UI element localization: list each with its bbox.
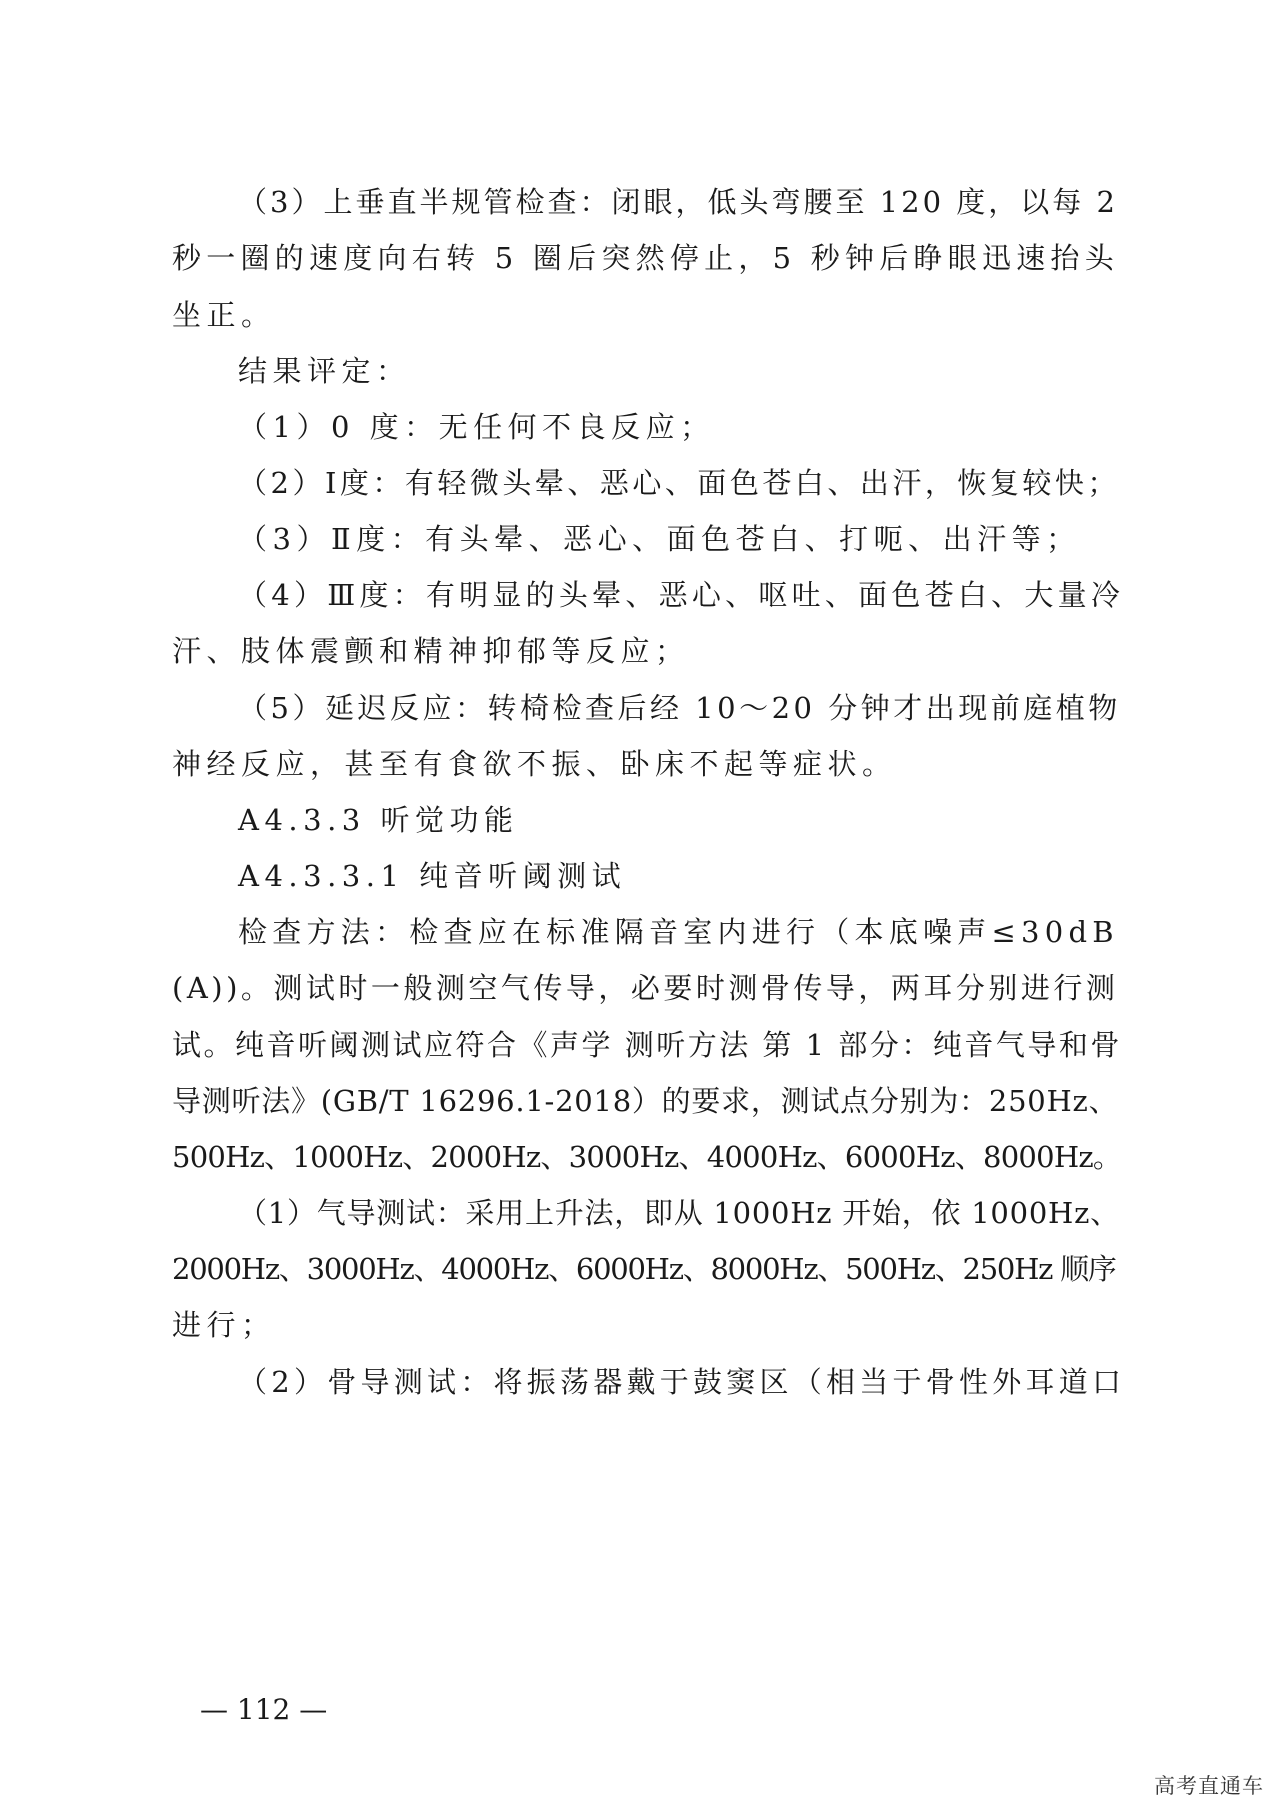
- section-heading: A4.3.3 听觉功能: [238, 803, 519, 837]
- subsection-heading: A4.3.3.1 纯音听阈测试: [238, 859, 627, 893]
- text-line-9: 汗、肢体震颤和精神抑郁等反应；: [172, 634, 690, 668]
- watermark-text: 高考直通车: [1154, 1774, 1264, 1798]
- text-line-6: （2）Ⅰ度：有轻微头晕、恶心、面色苍白、出汗，恢复较快；: [238, 466, 1120, 500]
- text-line-21: 进行；: [172, 1308, 276, 1342]
- text-line-15: (A))。测试时一般测空气传导，必要时测骨传导，两耳分别进行测: [172, 971, 1119, 1005]
- text-line-20: 2000Hz、3000Hz、4000Hz、6000Hz、8000Hz、500Hz、250Hz 顺序: [172, 1252, 1116, 1286]
- text-line-1: （3）上垂直半规管检查：闭眼，低头弯腰至 120 度，以每 2: [238, 185, 1118, 219]
- text-line-14: 检查方法：检查应在标准隔音室内进行（本底噪声≤30dB: [238, 915, 1119, 949]
- text-line-11: 神经反应，甚至有食欲不振、卧床不起等症状。: [172, 747, 897, 781]
- text-line-18: 500Hz、1000Hz、2000Hz、3000Hz、4000Hz、6000Hz、8000Hz。: [172, 1140, 1122, 1174]
- page-number: — 112 —: [200, 1693, 328, 1726]
- text-line-7: （3）Ⅱ度：有头晕、恶心、面色苍白、打呃、出汗等；: [238, 522, 1081, 556]
- text-line-10: （5）延迟反应：转椅检查后经 10～20 分钟才出现前庭植物: [238, 691, 1121, 725]
- text-line-3: 坐正。: [172, 298, 276, 332]
- text-line-2: 秒一圈的速度向右转 5 圈后突然停止，5 秒钟后睁眼迅速抬头: [172, 241, 1120, 275]
- text-line-16: 试。纯音听阈测试应符合《声学 测听方法 第 1 部分：纯音气导和骨: [172, 1028, 1122, 1062]
- text-line-5: （1）0 度：无任何不良反应；: [238, 410, 715, 444]
- text-line-4: 结果评定：: [238, 354, 411, 388]
- text-line-19: （1）气导测试：采用上升法，即从 1000Hz 开始，依 1000Hz、: [238, 1196, 1120, 1230]
- text-line-22: （2）骨导测试：将振荡器戴于鼓窦区（相当于骨性外耳道口: [238, 1365, 1126, 1399]
- text-line-17: 导测听法》(GB/T 16296.1-2018）的要求，测试点分别为：250Hz、: [172, 1084, 1119, 1118]
- text-line-8: （4）Ⅲ度：有明显的头晕、恶心、呕吐、面色苍白、大量冷: [238, 578, 1125, 612]
